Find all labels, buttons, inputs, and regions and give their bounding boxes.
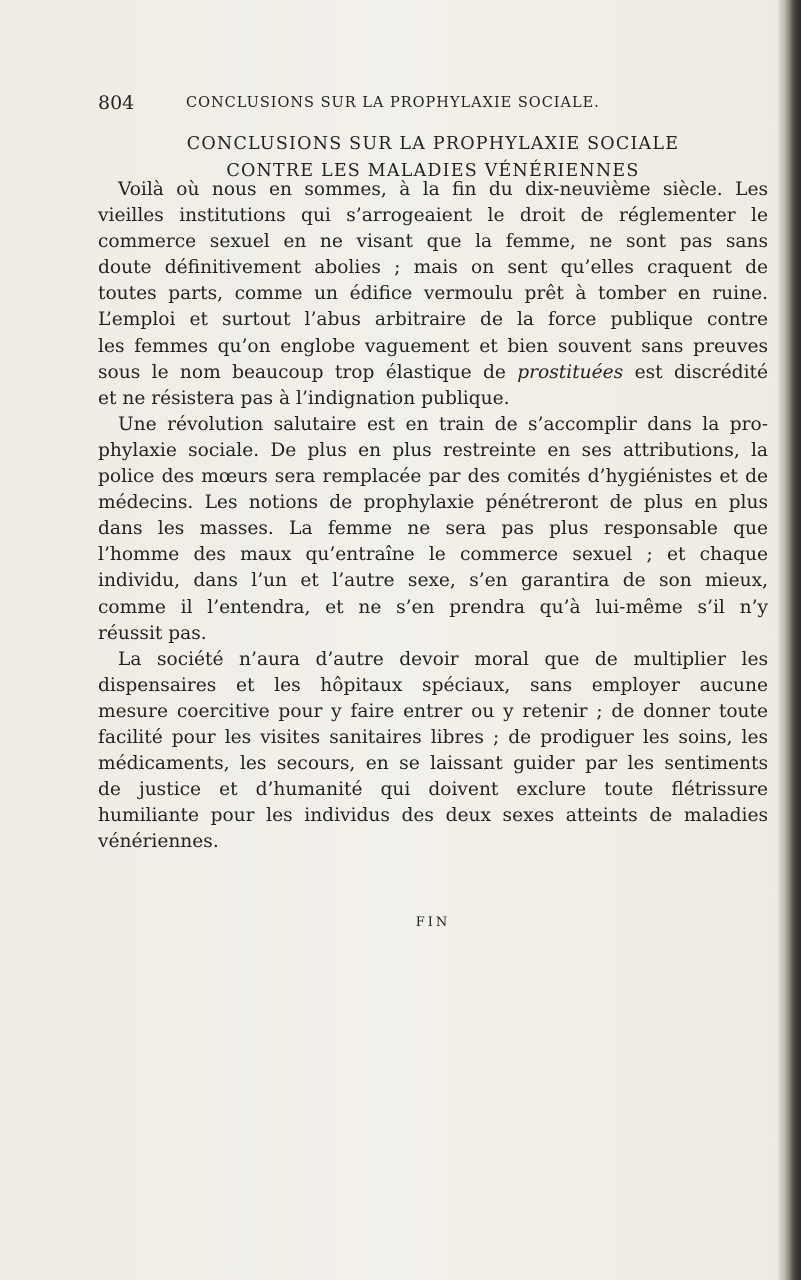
text-line: toutes parts, comme un édifice vermoulu prêt à tomber en ruine.	[98, 283, 768, 305]
text-line: La société n’aura d’autre devoir moral que de multiplier les	[118, 648, 768, 670]
text-line: Une révolution salutaire est en train de s’accomplir dans la pro-	[118, 413, 768, 435]
text-line: de justice et d’humanité qui doivent exclure toute flétrissure	[98, 779, 768, 801]
text-line: et ne résistera pas à l’indignation publique.	[98, 387, 510, 409]
text-line: médicaments, les secours, en se laissant guider par les sentiments	[98, 753, 768, 775]
text-line: mesure coercitive pour y faire entrer ou y retenir ; de donner toute	[98, 700, 768, 722]
text-line: réussit pas.	[98, 622, 207, 644]
text-line: doute définitivement abolies ; mais on sent qu’elles craquent de	[98, 257, 768, 279]
text-line: l’homme des maux qu’entraîne le commerce sexuel ; et chaque	[98, 544, 768, 566]
text-line: phylaxie sociale. De plus en plus restreinte en ses attributions, la	[98, 439, 768, 461]
text-line: les femmes qu’on englobe vaguement et bien souvent sans preuves	[98, 335, 768, 357]
text-line: dans les masses. La femme ne sera pas plus responsable que	[98, 518, 768, 540]
emphasized-word: prostituées	[517, 361, 624, 383]
text-line: police des mœurs sera remplacée par des comités d’hygiénistes et de	[98, 466, 768, 488]
end-mark: FIN	[415, 915, 451, 930]
text-line: comme il l’entendra, et ne s’en prendra qu’à lui-même s’il n’y	[98, 596, 768, 618]
text-line: individu, dans l’un et l’autre sexe, s’en garantira de son mieux,	[98, 570, 768, 592]
text-line: humiliante pour les individus des deux sexes atteints de maladies	[98, 805, 768, 827]
text-segment: est discrédité	[623, 361, 768, 383]
text-line: vénériennes.	[98, 831, 219, 853]
text-segment: sous le nom beaucoup trop élastique de	[98, 361, 518, 383]
page-number: 804	[98, 92, 135, 114]
running-title: CONCLUSIONS SUR LA PROPHYLAXIE SOCIALE.	[186, 95, 600, 111]
text-line: commerce sexuel en ne visant que la femme, ne sont pas sans	[98, 231, 768, 253]
chapter-title-line-2: CONTRE LES MALADIES VÉNÉRIENNES	[226, 161, 640, 181]
body-text	[98, 177, 768, 855]
text-line: facilité pour les visites sanitaires libres ; de prodiguer les soins, les	[98, 726, 768, 748]
running-head	[98, 91, 798, 115]
text-line-with-emphasis	[98, 360, 768, 386]
text-line: Voilà où nous en sommes, à la fin du dix-neuvième siècle. Les	[118, 179, 768, 200]
text-line: L’emploi et surtout l’abus arbitraire de la force publique contre	[98, 309, 768, 331]
text-line: médecins. Les notions de prophylaxie pénétreront de plus en plus	[98, 492, 768, 514]
chapter-title-line-1: CONCLUSIONS SUR LA PROPHYLAXIE SOCIALE	[186, 134, 680, 154]
page-edge	[783, 0, 801, 1280]
text-line: dispensaires et les hôpitaux spéciaux, sans employer aucune	[98, 674, 768, 696]
text-line: vieilles institutions qui s’arrogeaient le droit de réglementer le	[98, 205, 768, 227]
